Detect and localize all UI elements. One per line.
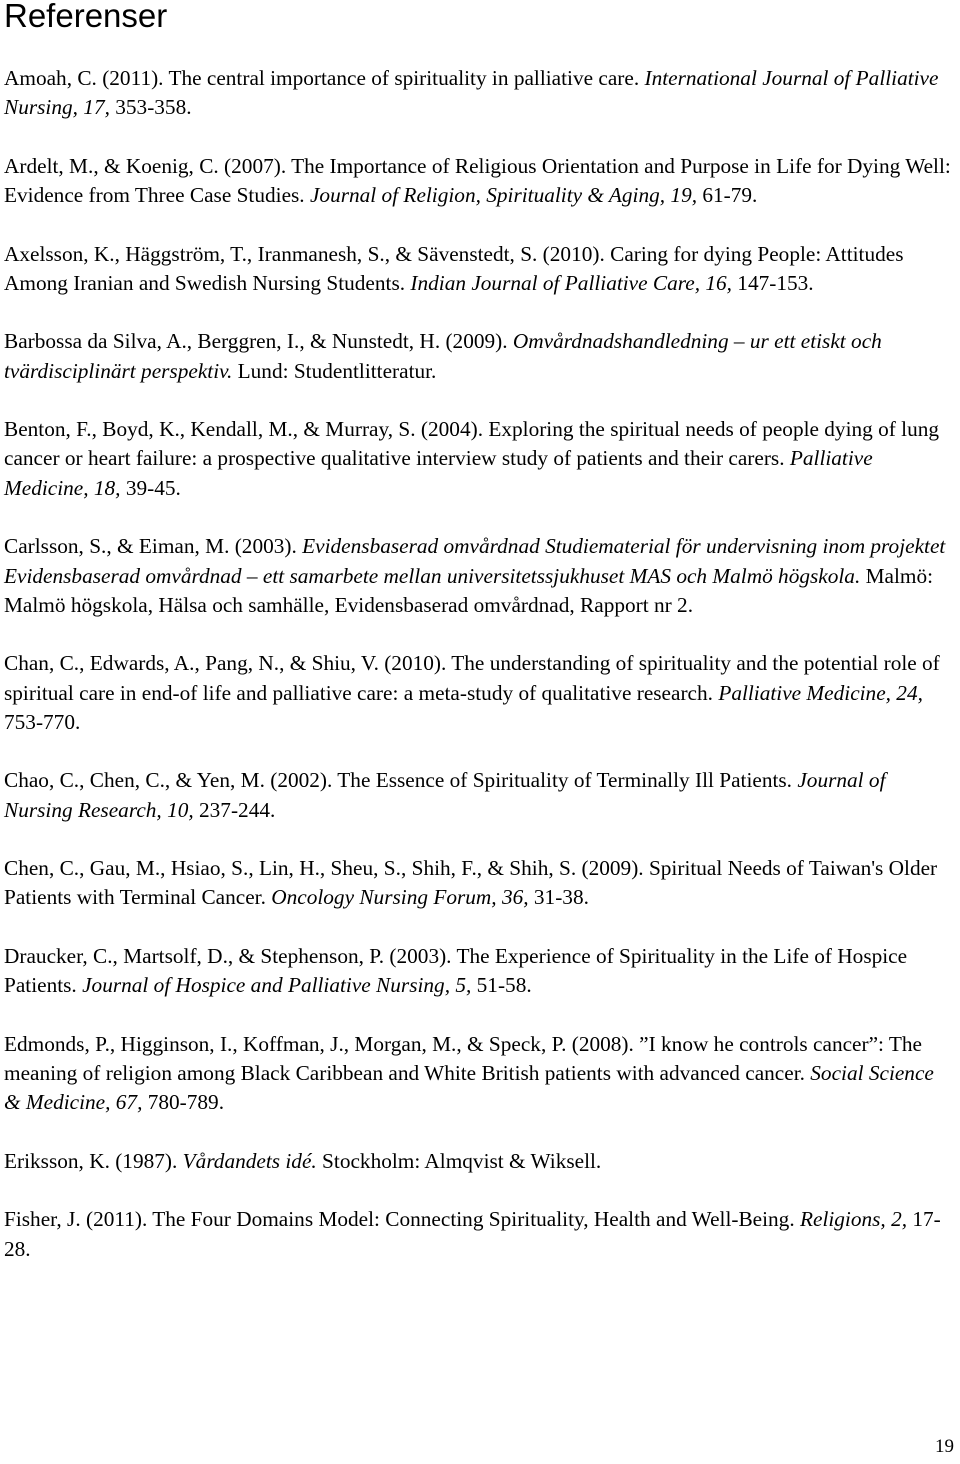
reference-text: Chen, C., Gau, M., Hsiao, S., Lin, H., Sheu, S., Shih, F., & Shih, S. (2009). Spiritual Needs of Taiwan's Older Patients with Terminal Cancer. — [4, 856, 938, 910]
reference-entry — [4, 942, 954, 1001]
reference-source: Journal of Hospice and Palliative Nursing, 5, — [82, 973, 472, 998]
reference-source: Vårdandets idé. — [182, 1148, 317, 1173]
reference-text: Edmonds, P., Higginson, I., Koffman, J., Morgan, M., & Speck, P. (2008). ”I know he controls cancer”: The meaning of religion among Black Caribbean and White British patients with advanced cancer. — [4, 1031, 923, 1085]
reference-text: Amoah, C. (2011). The central importance of spirituality in palliative care. — [4, 66, 645, 90]
reference-source: Journal of Nursing Research, 10, — [4, 768, 886, 822]
reference-text: 17-28. — [4, 1207, 941, 1261]
reference-text: Carlsson, S., & Eiman, M. (2003). — [4, 534, 303, 559]
reference-text: Stockholm: Almqvist & Wiksell. — [316, 1148, 602, 1173]
reference-text: Chan, C., Edwards, A., Pang, N., & Shiu, V. (2010). The understanding of spirituality and the potential role of spiritual care in end-of life and palliative care: a meta-study of qualitative research. — [4, 651, 940, 705]
reference-text: Eriksson, K. (1987). — [4, 1148, 183, 1173]
reference-source: International Journal of Palliative Nursing, 17, — [4, 66, 939, 120]
reference-text: 780-789. — [142, 1090, 225, 1115]
reference-text: Barbossa da Silva, A., Berggren, I., & Nunstedt, H. (2009). — [4, 329, 513, 354]
reference-text: 39-45. — [120, 475, 181, 500]
reference-entry — [4, 64, 954, 123]
reference-text: Axelsson, K., Häggström, T., Iranmanesh, S., & Sävenstedt, S. (2010). Caring for dying People: Attitudes Among Iranian and Swedish Nursing Students. — [4, 241, 904, 295]
reference-text: 31-38. — [528, 885, 589, 910]
reference-text: 51-58. — [471, 973, 532, 998]
reference-text: Fisher, J. (2011). The Four Domains Model: Connecting Spirituality, Health and Well-Being. — [4, 1207, 800, 1232]
reference-entry — [4, 415, 954, 503]
reference-entry — [4, 1147, 954, 1176]
reference-source: Evidensbaserad omvårdnad Studiematerial för undervisning inom projektet Evidensbaserad omvårdnad – ett samarbete mellan universitetssjukhuset MAS och Malmö högskola. — [4, 534, 946, 588]
reference-entry — [4, 649, 954, 737]
reference-text: Benton, F., Boyd, K., Kendall, M., & Murray, S. (2004). Exploring the spiritual needs of people dying of lung cancer or heart failure: a prospective qualitative interview study of patients and their carers. — [4, 417, 940, 471]
reference-text: 353-358. — [109, 95, 192, 120]
reference-entry — [4, 854, 954, 913]
reference-text: 147-153. — [731, 270, 814, 295]
reference-text: 753-770. — [4, 709, 81, 734]
reference-source: Palliative Medicine, 18, — [4, 446, 873, 500]
reference-entry — [4, 1030, 954, 1118]
reference-entry — [4, 152, 954, 211]
reference-source: Religions, 2, — [799, 1207, 908, 1232]
reference-source: Palliative Medicine, 24, — [718, 680, 923, 705]
page-number: 19 — [935, 1436, 954, 1457]
reference-entry — [4, 327, 954, 386]
reference-entry — [4, 532, 954, 620]
reference-source: Oncology Nursing Forum, 36, — [271, 885, 529, 910]
reference-text: Lund: Studentlitteratur. — [232, 358, 437, 383]
reference-source: Indian Journal of Palliative Care, 16, — [410, 270, 732, 295]
reference-text: 237-244. — [193, 797, 276, 822]
reference-entry — [4, 240, 954, 299]
reference-source: Social Science & Medicine, 67, — [4, 1061, 934, 1115]
reference-list — [4, 64, 954, 1293]
reference-entry — [4, 766, 954, 825]
reference-entry — [4, 1205, 954, 1264]
reference-text: Draucker, C., Martsolf, D., & Stephenson, P. (2003). The Experience of Spirituality in the Life of Hospice Patients. — [4, 943, 908, 998]
page-title: Referenser — [4, 0, 168, 34]
reference-text: Chao, C., Chen, C., & Yen, M. (2002). The Essence of Spirituality of Terminally Ill Patients. — [4, 768, 798, 793]
reference-text: Malmö: Malmö högskola, Hälsa och samhälle, Evidensbaserad omvårdnad, Rapport nr 2. — [4, 563, 934, 617]
reference-source: Omvårdnadshandledning – ur ett etiskt och tvärdisciplinärt perspektiv. — [4, 329, 882, 383]
reference-source: Journal of Religion, Spirituality & Aging, 19, — [309, 183, 698, 208]
reference-text: 61-79. — [697, 183, 758, 208]
reference-text: Ardelt, M., & Koenig, C. (2007). The Importance of Religious Orientation and Purpose in Life for Dying Well: Evidence from Three Case Studies. — [4, 153, 951, 208]
